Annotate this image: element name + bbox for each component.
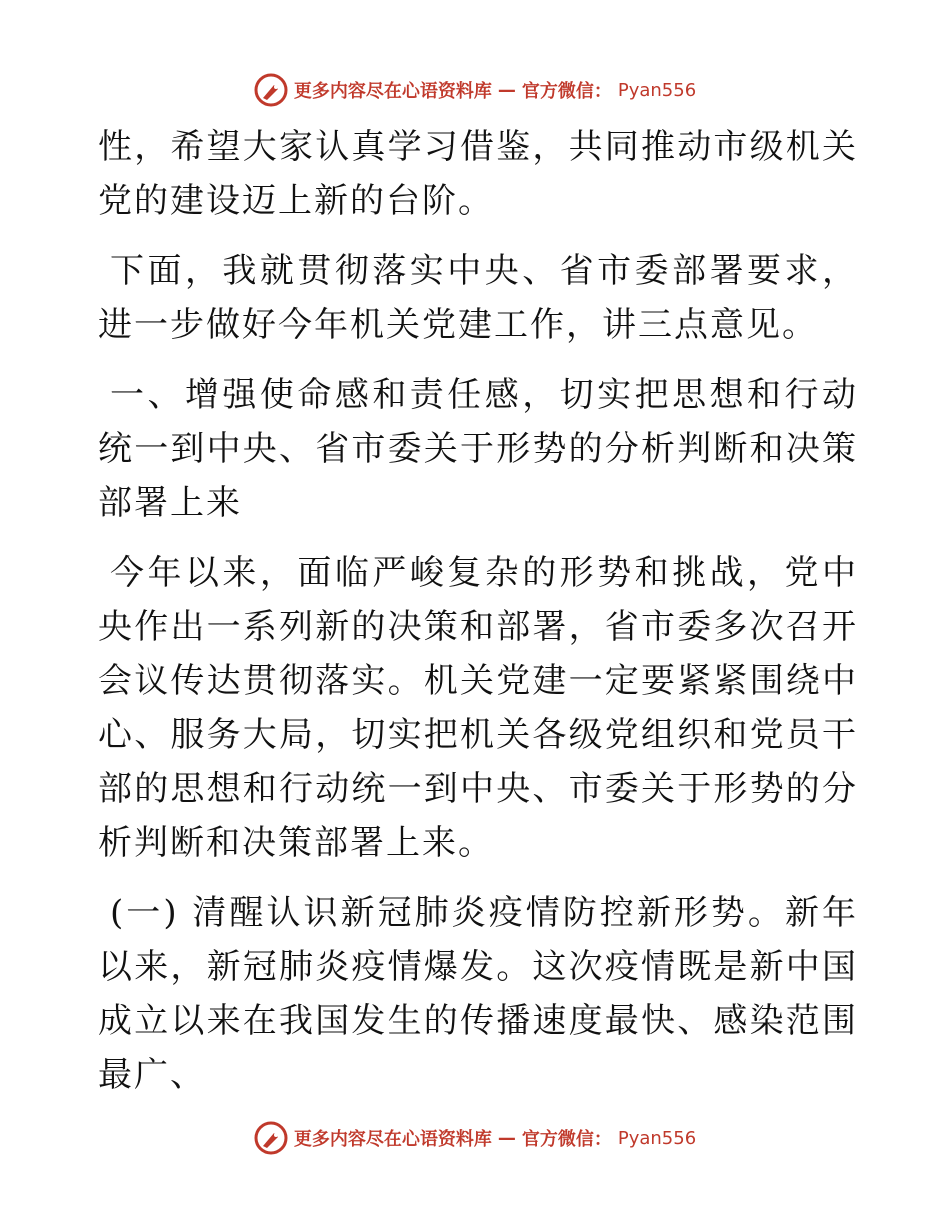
paragraph-intro: 下面，我就贯彻落实中央、省市委部署要求，进一步做好今年机关党建工作，讲三点意见。 (98, 251, 858, 345)
section-heading-one: 一、增强使命感和责任感，切实把思想和行动统一到中央、省市委关于形势的分析判断和决策部署上来 (98, 375, 858, 523)
banner-main-text: 更多内容尽在心语资料库 (293, 1129, 492, 1150)
pen-nib-logo-icon (254, 1121, 288, 1155)
header-watermark-banner (0, 70, 950, 110)
subsection-one: (一) 清醒认识新冠肺炎疫情防控新形势。新年以来，新冠肺炎疫情爆发。这次疫情既是新中国成立以来在我国发生的传播速度最快、感染范围最广、 (98, 893, 858, 1095)
banner-wechat-label: 官方微信： (521, 81, 612, 102)
banner-separator: — (497, 1127, 516, 1149)
banner-wechat-id: Pyan556 (617, 1127, 697, 1149)
paragraph-continuation: 性，希望大家认真学习借鉴，共同推动市级机关党的建设迈上新的台阶。 (98, 127, 858, 221)
banner-separator: — (497, 79, 516, 101)
paragraph-body: 今年以来，面临严峻复杂的形势和挑战，党中央作出一系列新的决策和部署，省市委多次召开会议传达贯彻落实。机关党建一定要紧紧围绕中心、服务大局，切实把机关各级党组织和党员干部的思想和行动统一到中央、市委关于形势的分析判断和决策部署上来。 (98, 553, 858, 863)
banner-main-text: 更多内容尽在心语资料库 (293, 81, 492, 102)
banner-wechat-label: 官方微信： (521, 1129, 612, 1150)
pen-nib-logo-icon (254, 73, 288, 107)
footer-watermark-banner (0, 1118, 950, 1158)
banner-wechat-id: Pyan556 (617, 79, 697, 101)
document-body (98, 120, 858, 1118)
